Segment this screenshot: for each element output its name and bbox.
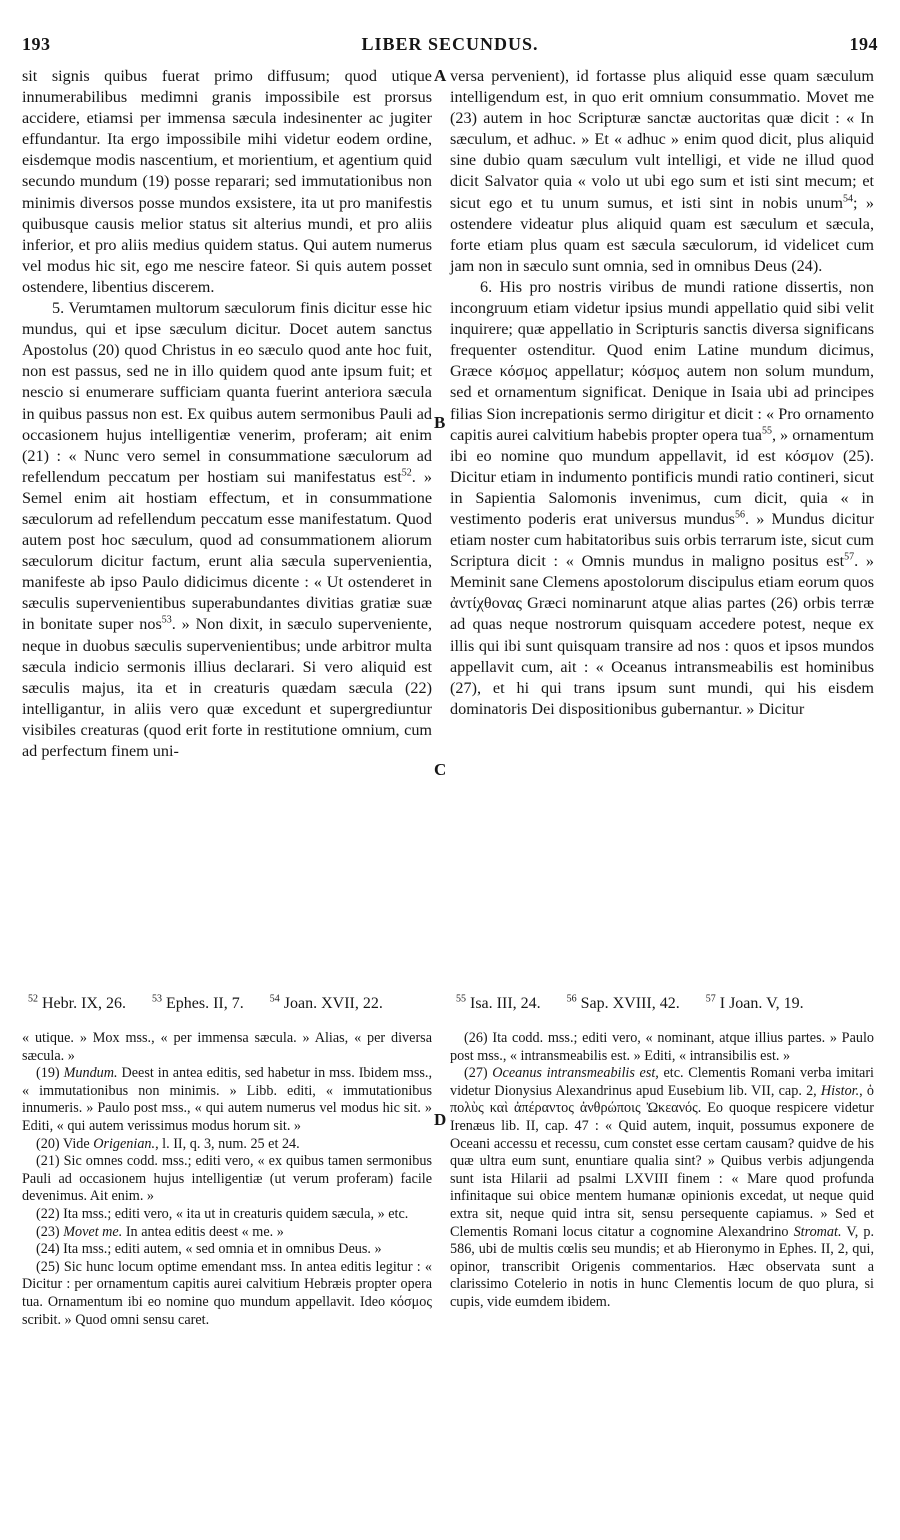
note-text: , l. II, q. 3, num. 25 et 24. — [155, 1135, 300, 1152]
footnote-marker: 55 — [761, 425, 772, 437]
right-paragraph-1-text-b: ; » ostendere videatur plus aliquid quam est sæculum et sæcula, forte etiam plus quam est sæcula sæculorum, id videlicet cum jam non in sæculo sunt omnia, sed in omnibus Deus (24). — [450, 193, 875, 275]
note-text: etc. Clementis Romani verba imitari videtur Dionysius Alexandrinus apud Eusebium lib. VII, cap. 2, — [450, 1065, 874, 1099]
note-lemma: Oceanus intransmeabilis est, — [492, 1065, 659, 1082]
footnote-marker: 56 — [734, 509, 745, 521]
right-paragraph-2-text-a: 6. His pro nostris viribus de mundi ratione dissertis, non incongruum etiam videtur ipsius mundi appellatio quid sibi velit inquirere; quæ appellatio in Scripturis sanctis diversa significans frequenter ostenditur. Quod enim Latine mundum dicimus, Græce κόσμος appellatur; κόσμος autem non solum mundum, sed et ornamentum significat. Denique in Isaia ubi ad principes filias Sion increpationis sermo dirigitur et dicit : « Pro ornamento capitis aurei calvitium habebis propter opera tua — [450, 277, 874, 444]
right-paragraph-2-text-d: . » Meminit sane Clemens apostolorum discipulus etiam eorum quos ἀντίχθονας Græci nominarunt atque alias partes (26) orbis terræ ad quas neque nostrorum quisquam accedere potest, neque ex illis qui ibi sunt quisquam transire ad nos : quos et ipsos mundos appellavit cum, ait : « Oceanus intransmeabilis est hominibus (27), et hi qui trans ipsum sunt mundi, qui his eisdem dominatoris Dei dispositionibus gubernantur. » Dicitur — [450, 552, 875, 718]
note-22: (22) Ita mss.; editi vero, « ita ut in creaturis quidem sæcula, » etc. — [36, 1205, 409, 1222]
scripture-reference — [706, 995, 804, 1012]
scripture-reference — [567, 995, 680, 1012]
note-lemma: Movet me. — [63, 1223, 123, 1240]
scripture-reference — [456, 995, 541, 1012]
scripture-reference — [28, 995, 126, 1012]
reference-number: 53 — [151, 993, 162, 1005]
reference-text: Isa. III, 24. — [470, 995, 541, 1012]
margin-letter-a: A — [434, 66, 447, 85]
right-paragraph-2 — [450, 277, 874, 720]
note-text: V, p. 586, ubi de multis cœlis seu mundis; et ab Hieronymo in Ephes. II, 2, qui, opinor, transcribit Origenis commentarios. Hæc observata sunt a clarissimo Cotelerio in notis in hunc Clementis locum de quo plura, si cupis, vide eumdem ibidem. — [450, 1223, 874, 1310]
left-paragraph-2-text-a: 5. Verumtamen multorum sæculorum finis dicitur esse hic mundus, qui et ipse sæculum dicitur. Docet autem sanctus Apostolus (20) quod Christus in eo sæculo quod ante hoc fuit, non est passus, sed ne in illo quidem quod ante ipsum fuit; et nescio si enumerare sufficiam quanta fuerint anteriora sæcula in quibus passus non est. Ex quibus autem sermonibus Pauli ad occasionem hujus intelligentiæ venerim, proferam; ait enim (21) : « Nunc vero semel in consummatione sæculorum ad refellendum peccatum per hostiam sui manifestatus est — [22, 299, 432, 486]
margin-letter-d: D — [434, 1110, 447, 1129]
note-text: Deest in antea editis, sed habetur in mss. Ibidem mss., « immutationibus non minimis. » Libb. editi, « immutationibus innumeris. » Paulo post mss., « qui autem numerus vel modus hic sit. » Editi, « qui autem verissimus modus horum sit. » — [22, 1065, 432, 1134]
reference-number: 57 — [705, 993, 716, 1005]
right-paragraph-1 — [450, 66, 874, 277]
left-paragraph-2-text-b: . » Semel enim ait hostiam effectum, et in consummatione sæculorum ad refellendum peccatum esse manifestatum. Quod autem post hoc sæculum, quod ad consummationem aliorum sæculorum dicitur factum, erunt alia sæcula supervenientia, manifeste ab ipso Paulo didicimus dicente : « Ut ostenderet in sæculis supervenientibus superabundantes divitias gratiæ suæ in bonitate super nos — [22, 467, 432, 634]
note-text: , ὁ πολὺς καὶ ἀπέραντος ἀνθρώποις Ὠκεανός. Eo quoque respicere videtur Irenæus lib. II, cap. 47 : « Quid autem, inquit, possumus exponere de Oceani accessu et recessu, cum constet esse certam causam? quidve de his quæ ultra eum sunt, enuntiare qualia sint? » Quibus verbis adjungenda sunt ista Hilarii ad psalmi LXVIII finem : « Mare quod profunda infinitaque sui obice mentem humanæ opinionis excedat, ut neque quid extra sit, neque quid intra sit, sensu persequente capiamus. » Sed et Clementis Romani locus citatur a cognomine Alexandrino — [450, 1082, 875, 1240]
left-paragraph-2 — [22, 298, 432, 762]
scripture-reference — [152, 995, 244, 1012]
note-25: (25) Sic hunc locum optime emendant mss. In antea editis legitur : « Dicitur : per ornamentum capitis aurei calvitium Hebræis propter opera tua. Ornamentum ibi eo nomine quo mundum appellavit. Ideo κόσμος scribit. » Quod omni sensu caret. — [22, 1258, 432, 1328]
footnote-marker: 52 — [401, 467, 412, 479]
note-text: In antea editis deest « me. » — [122, 1223, 284, 1240]
page-number-left: 193 — [22, 34, 51, 54]
footnote-marker: 54 — [842, 193, 853, 205]
margin-letter-b: B — [434, 413, 446, 432]
left-paragraph-2-text-c: . » Non dixit, in sæculo superveniente, neque in duobus sæculis supervenientibus; unde arbitror multa sæcula indicio sermonis illius declarari. Si vero aliquid est sæculis majus, ita et in creaturis quædam sæcula (22) intelligantur, in aliis vero quæ excedunt et supergrediuntur visibiles creaturas (quod erit forte in restitutione omnium, cum ad perfectum finem uni- — [22, 615, 432, 760]
reference-text: I Joan. V, 19. — [719, 995, 804, 1012]
left-main-column — [22, 66, 432, 762]
scripture-references-left — [28, 994, 405, 1014]
scripture-reference — [270, 995, 383, 1012]
left-paragraph-1-text: sit signis quibus fuerat primo diffusum; quod utique innumerabilibus medimni granis impossibile est prorsus accidere, etiamsi per immensa sæcula indesinenter ac jugiter effundantur. Ita ergo impossibile mihi videtur eodem ordine, eisdemque modis nascentium, et morientium, et agentium quid secundo mundum (19) posse reparari; sed immutationibus non minimis diversos posse mundos exsistere, ita ut pro manifestis quibusque causis melior status sit alterius mundi, et pro aliis inferior, et pro aliis medius quidem status. Qui autem numerus vel modus hic sit, ego me nescire fateor. Si quis autem posset ostendere, libentius discerem. — [22, 67, 432, 296]
note-24: (24) Ita mss.; editi autem, « sed omnia et in omnibus Deus. » — [36, 1241, 382, 1258]
note-text: (20) Vide — [36, 1135, 94, 1152]
page-number-right: 194 — [849, 34, 878, 54]
note-21: (21) Sic omnes codd. mss.; editi vero, « ex quibus tamen sermonibus Pauli ad occasionem hujus intelligentiæ (ut verum proferam) facile devenimus. Ait enim. » — [22, 1153, 432, 1205]
note-continuation: « utique. » Mox mss., « per immensa sæcula. » Alias, « per diversa sæcula. » — [22, 1030, 432, 1064]
right-paragraph-2-text-b: , » ornamentum ibi eo nomine quo mundum appellavit, id est κόσμον (25). Dicitur etiam in indumento pontificis mundi ratio contineri, sicut in Sapientia Salomonis invenimus, cum dicit, quia « in vestimento poderis erat universus mundus — [450, 425, 875, 528]
note-23 — [22, 1224, 432, 1242]
right-paragraph-2-text-c: . » Mundus dicitur etiam noster cum habitatoribus suis orbis terrarum iste, sicut cum Scriptura dicit : « Omnis mundus in maligno positus est — [450, 509, 874, 571]
note-27 — [450, 1065, 874, 1311]
note-number: (27) — [464, 1065, 493, 1082]
reference-text: Sap. XVIII, 42. — [580, 995, 680, 1012]
note-19 — [22, 1065, 432, 1135]
margin-letter-c: C — [434, 760, 447, 779]
note-26: (26) Ita codd. mss.; editi vero, « nominant, atque illius partes. » Paulo post mss., « intransmeabilis est. » Editi, « intransibilis est. » — [450, 1030, 874, 1064]
note-lemma: Histor. — [820, 1082, 860, 1099]
note-number: (19) — [36, 1065, 64, 1082]
note-lemma: Stromat. — [793, 1223, 842, 1240]
scripture-references-right — [456, 994, 826, 1014]
note-20 — [22, 1136, 432, 1154]
footnote-marker: 57 — [844, 551, 855, 563]
reference-text: Joan. XVII, 22. — [283, 995, 383, 1012]
reference-text: Ephes. II, 7. — [165, 995, 244, 1012]
note-lemma: Mundum. — [63, 1065, 118, 1082]
right-notes-column — [450, 1030, 874, 1312]
running-title: LIBER SECUNDUS. — [361, 34, 539, 54]
right-paragraph-1-text-a: versa pervenient), id fortasse plus aliquid esse quam sæculum intelligendum est, in quo erit omnium consummatio. Movet me (23) autem in hoc Scripturæ sanctæ auctoritas quæ dicit : « In sæculum, et adhuc. » Et « adhuc » enim quod dicit, plus aliquid sine dubio quam sæculum vult intelligi, et vide ne illud quod dicit Salvator quia « volo ut ubi ego sum et isti sint mecum; et sicut ego et tu unum sumus, et isti sint in nobis unum — [450, 67, 874, 212]
reference-text: Hebr. IX, 26. — [42, 995, 126, 1012]
reference-number: 55 — [456, 993, 466, 1005]
note-lemma: Origenian. — [93, 1135, 156, 1152]
left-paragraph-1 — [22, 66, 432, 298]
reference-number: 54 — [269, 993, 280, 1005]
reference-number: 56 — [566, 993, 577, 1005]
right-main-column — [450, 66, 874, 720]
page-header — [22, 34, 878, 58]
left-notes-column — [22, 1030, 432, 1329]
reference-number: 52 — [28, 993, 38, 1005]
footnote-marker: 53 — [161, 615, 172, 627]
note-number: (23) — [36, 1223, 64, 1240]
